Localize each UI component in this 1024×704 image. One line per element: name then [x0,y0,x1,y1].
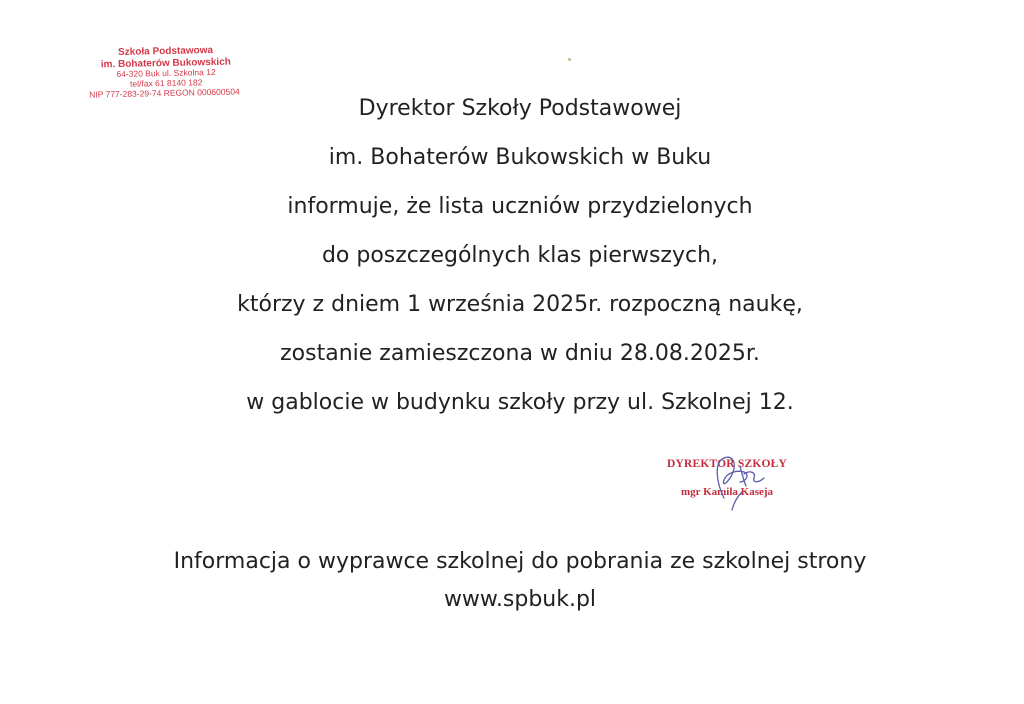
announcement-line: im. Bohaterów Bukowskich w Buku [328,145,712,170]
school-stamp-name: Szkoła Podstawowa [117,45,214,58]
announcement-line: zostanie zamieszczona w dniu 28.08.2025r. [280,341,760,366]
director-stamp-name: mgr Kamila Kaseja [680,486,774,498]
announcement-text [100,84,940,427]
announcement-line: informuje, że lista uczniów przydzielonych [287,194,753,219]
announcement-line: do poszczególnych klas pierwszych, [321,243,719,268]
footer-info-text: Informacja o wyprawce szkolnej do pobrania ze szkolnej strony [173,549,867,574]
school-stamp-ids: NIP 777-283-29-74 REGON 000600504 [89,85,240,100]
director-stamp [642,452,812,516]
footer-url: www.spbuk.pl [443,587,597,612]
director-stamp-title: DYREKTOR SZKOŁY [666,458,788,470]
announcement-line: którzy z dniem 1 września 2025r. rozpoczną naukę, [237,292,803,317]
scan-speck [568,58,571,61]
school-stamp-phone: tel/fax 61 8140 182 [129,77,203,89]
announcement-line: w gablocie w budynku szkoły przy ul. Szkolnej 12. [246,390,794,415]
school-stamp-address: 64-320 Buk ul. Szkolna 12 [116,66,216,80]
footer-info [60,543,980,619]
school-stamp-patron: im. Bohaterów Bukowskich [100,56,231,70]
announcement-line: Dyrektor Szkoły Podstawowej [358,96,682,121]
signature-icon [694,452,784,512]
